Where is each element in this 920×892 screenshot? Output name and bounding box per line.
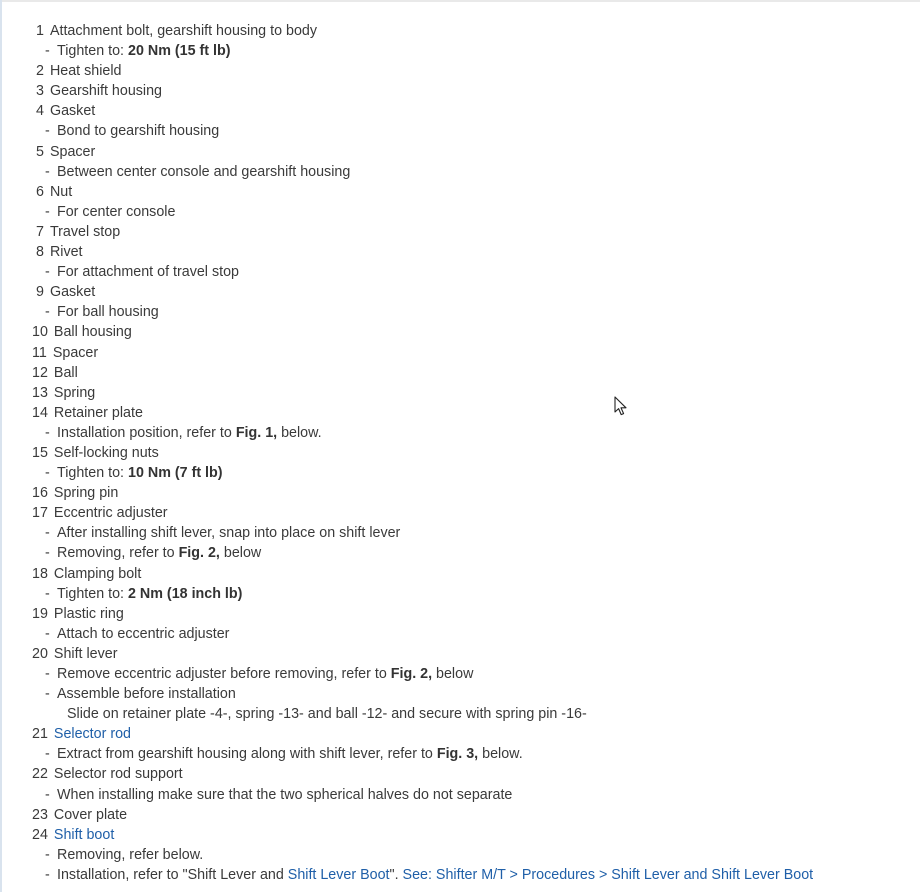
shift-lever-boot-link[interactable]: Shift Lever Boot — [287, 866, 390, 883]
list-item: 14 Retainer plate — [32, 404, 143, 421]
list-item-note: - After installing shift lever, snap into place on shift lever — [45, 525, 401, 542]
top-border — [0, 0, 920, 2]
see-procedure-link[interactable]: See: Shifter M/T > Procedures > Shift Lever and Shift Lever Boot — [402, 866, 814, 883]
list-item-note: - When installing make sure that the two spherical halves do not separate — [45, 786, 513, 803]
list-item: 4 Gasket — [36, 103, 96, 120]
list-item: 10 Ball housing — [32, 324, 132, 341]
list-item-note: - Remove eccentric adjuster before removing, refer to Fig. 2, below — [45, 666, 474, 682]
list-item: 9 Gasket — [36, 284, 96, 301]
list-item-note: - Removing, refer to Fig. 2, below — [45, 545, 262, 562]
list-item-note: - Tighten to: 10 Nm (7 ft lb) — [45, 465, 223, 482]
list-item-note: - Bond to gearshift housing — [45, 123, 220, 140]
list-item-note: - For ball housing — [45, 304, 159, 321]
list-item-note: - Between center console and gearshift housing — [45, 163, 351, 180]
list-item-note: - Removing, refer below. — [45, 846, 204, 863]
list-item: 22 Selector rod support — [32, 766, 183, 783]
shift-boot-link[interactable]: Shift boot — [53, 826, 115, 843]
list-item-note: - Assemble before installation — [45, 686, 236, 703]
list-item-note: - For attachment of travel stop — [45, 264, 239, 281]
list-item: 19 Plastic ring — [32, 605, 124, 622]
list-item: 2 Heat shield — [36, 63, 122, 80]
list-item-note: - Attach to eccentric adjuster — [45, 625, 230, 642]
list-item: 12 Ball — [32, 364, 78, 381]
list-item-note: - Installation position, refer to Fig. 1, below. — [45, 424, 322, 441]
list-item: 21 Selector rod — [32, 726, 131, 743]
list-item: 17 Eccentric adjuster — [32, 505, 168, 522]
parts-list — [0, 21, 920, 885]
list-item-subnote: Slide on retainer plate -4-, spring -13- and ball -12- and secure with spring pin -16- — [67, 706, 587, 723]
list-item: 23 Cover plate — [32, 806, 128, 823]
list-item: 24 Shift boot — [32, 826, 115, 843]
list-item-note: - For center console — [45, 203, 176, 220]
list-item: 13 Spring — [32, 384, 96, 401]
list-item-note: - Tighten to: 2 Nm (18 inch lb) — [45, 585, 243, 602]
list-item-note: - Tighten to: 20 Nm (15 ft lb) — [45, 43, 231, 60]
list-item: 7 Travel stop — [36, 223, 121, 240]
list-item-note: - Extract from gearshift housing along with shift lever, refer to Fig. 3, below. — [45, 746, 523, 763]
list-item: 3 Gearshift housing — [36, 83, 163, 100]
list-item: 18 Clamping bolt — [32, 565, 142, 582]
list-item: 8 Rivet — [36, 244, 83, 261]
list-item-note: - Installation, refer to "Shift Lever and Shift Lever Boot". See: Shifter M/T > Procedures > Shift Lever and Shift Lever Boot — [45, 866, 814, 883]
list-item: 20 Shift lever — [32, 645, 118, 662]
list-item: 5 Spacer — [36, 143, 96, 160]
list-item: 11 Spacer — [32, 344, 99, 361]
list-item: 16 Spring pin — [32, 485, 119, 502]
list-item: 15 Self-locking nuts — [32, 444, 159, 461]
list-item: 1 Attachment bolt, gearshift housing to body — [36, 23, 317, 39]
selector-rod-link[interactable]: Selector rod — [53, 726, 131, 743]
arrow-cursor-icon — [614, 396, 628, 416]
list-item: 6 Nut — [36, 183, 73, 200]
